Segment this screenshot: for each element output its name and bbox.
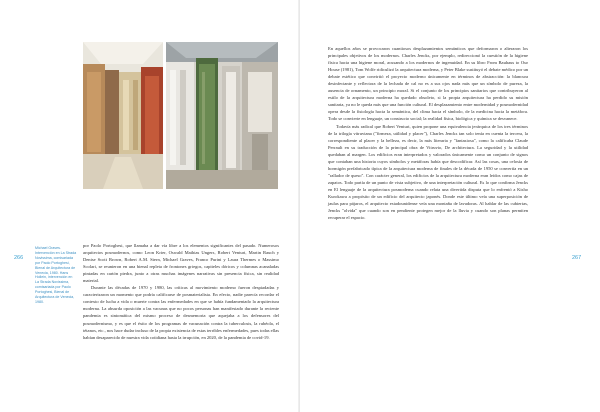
right-body-text <box>328 45 528 221</box>
right-paragraph: En aquellos años se provocaron cuantiosos desplazamientos semánticos que deformaron o alteraron los principales objetivos de los modernos. Charles Jencks, por ejemplo, redireccionó la cuestión de la higiene física hacia una higiene moral, acusando a los modernos de ingenuidad. En su libro From Bauhaus to Our House (1981), Tom Wolfe ridiculizó la arquitectura moderna, y Peter Blake sustituyó el debate médico por un debate estético que convirtió el proyecto moderno únicamente en términos de abstracción: la blancura desinfectante y reflectora de la lechada de cal no es a sus ojos nada más que un símbolo de pureza, la ausencia de ornamento, un principio moral. Si el conjunto de los principios sanitarios que contribuyeron al estilo de la arquitectura moderna ha quedado obsoleto, si la propia arquitectura ha perdido su misión sanitaria, ya no le queda más que una función cultural. El desplazamiento entre modernidad y posmodernidad opera desde la fisiología hacia la semántica, del clima hacia el símbolo, de la medicina hacia la metáfora. Todo se convierte en lenguaje, un constructo social; la realidad física, biológica y química se desvanece. <box>328 46 528 122</box>
photo-graves-illustration <box>83 42 163 189</box>
page-number-left: 266 <box>14 255 24 261</box>
photo-hollein-illustration <box>166 42 278 189</box>
right-page <box>300 0 600 412</box>
figure-caption: Michael Graves. Intervención en La Strada Novissima, comisariada por Paolo Portoghesi, Bienal de Arquitectura de Venecia, 1980. Hans Hollein, intervención en La Strada Novissima, comisariada por Paolo Portoghesi, Bienal de Arquitectura de Venecia, 1980. <box>35 246 77 304</box>
photo-strada-novissima-graves <box>83 42 163 189</box>
left-body-text <box>83 242 279 341</box>
left-paragraph: por Paolo Portoghesi, que llamaba a dar vía libre a los elementos significantes del pasado. Numerosos arquitectos posmodernos, como Leon Krier, Oswald Mathias Ungers, Robert Venturi, Martin Rauch y Denise Scott Brown, Robert A.M. Stern, Michael Graves, Franco Purini y Laura Thermes o Massimo Scolari, se reunieron en una bienal repleta de frontones griegos, capiteles dóricos y columnas acanaladas pintadas en cartón piedra, junto a otras muchas imágenes narrativas sin presencia física, sin realidad material. <box>83 243 279 284</box>
right-paragraph: Todavía más radical que Robert Venturi, quien propone una equivalencia jerárquica de los tres términos de la trilogía vitruviana ("firmeza, utilidad y placer"), Charles Jencks tan solo tenía en cuenta la tercera, la correspondiente al placer y la belleza, es decir, la más literaria y "fantasiosa", como la calificaba Claude Perrault en su traducción de la principal obra de Vitruvio, De architectura. La seguridad y la utilidad quedaban al margen. Los edificios eran interpretados y valorados únicamente como un conjunto de signos que contaban una historia cuyos símbolos y metáforas había que descodificar. Así las cosas, una celosía de hormigón prefabricado típica de la arquitectura moderna de finales de la década de 1950 se convertía en un "rallador de queso". Con carácter general, los edificios de la arquitectura moderna eran leídos como cajas de zapatos. Todo partía de un punto de vista subjetivo, de una interpretación cultural. Es lo que confirma Jencks en El lenguaje de la arquitectura posmoderna cuando relata una divertida disputa que lo enfrentó a Kisho Kurokawa a propósito de un edificio del arquitecto japonés. Donde este último veía una superposición de jaulas para pájaros, el arquitecto estadounidense veía una montaña de lavadoras. Al hablar de las cubiertas, Jencks "olvida" que cuando son en pendiente protegen mejor de la lluvia y cuando son planas permiten recuperar el espacio. <box>328 123 528 221</box>
page-number-right: 267 <box>572 255 582 261</box>
left-paragraph: Durante las décadas de 1970 y 1980, las críticas al movimiento moderno fueron despiadadas y caracterizaron un momento que podría calificarse de posmaterialista. En efecto, nadie parecía recordar el contexto de lucha a vida o muerte contra las enfermedades en que se había fundamentado la arquitectura moderna. La absurda oposición a las vacunas que no pocos personas han manifestado durante la reciente pandemia es sintomática del mismo proceso de desmemoria que aquejaba a los defensores del posmodernismo, y es que el éxito de los programas de vacunación contra la tuberculosis, la rubéola, el tétanos, etc., nos hace dudar incluso de la propia existencia de estas terribles enfermedades, pues todas ellas habían desaparecido de nuestra vida cotidiana hasta la irrupción, en 2020, de la pandemia de covid-19. <box>83 285 279 340</box>
photo-strada-novissima-hollein <box>166 42 278 189</box>
